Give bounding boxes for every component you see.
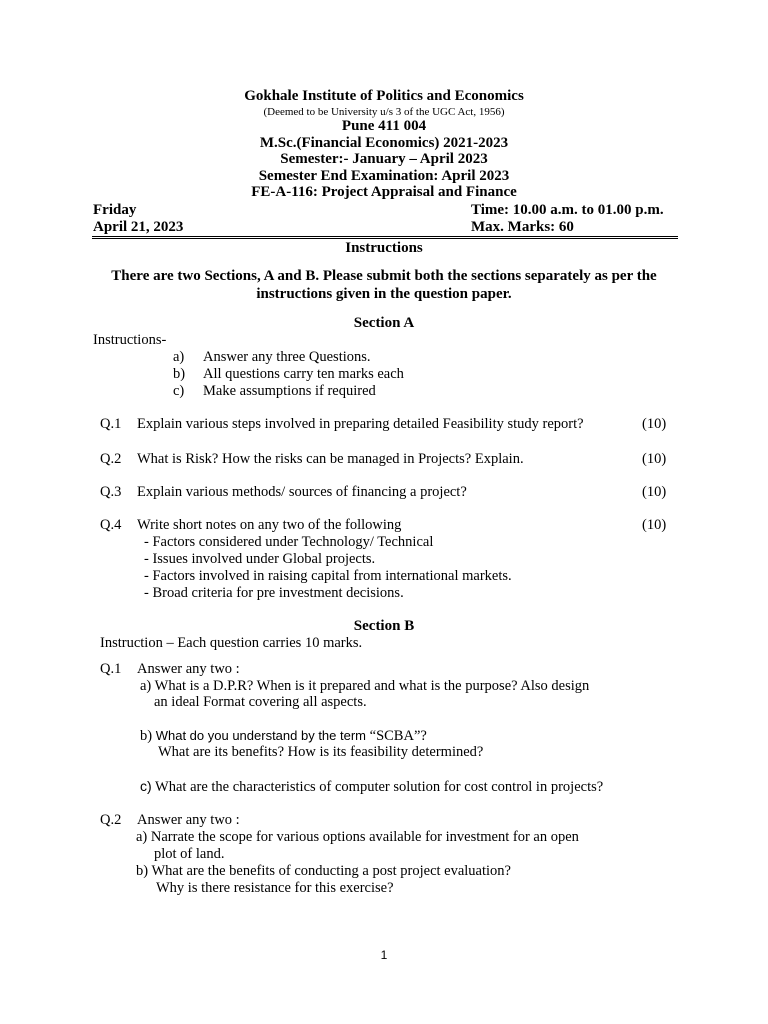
sub-question-c bbox=[140, 778, 603, 796]
sub-question-b-label: b) bbox=[140, 728, 153, 744]
question-number: Q.2 bbox=[100, 812, 122, 828]
sub-question-a-cont: an ideal Format covering all aspects. bbox=[154, 694, 367, 710]
sub-question-b-cont: Why is there resistance for this exercise? bbox=[156, 880, 394, 896]
question-text: Write short notes on any two of the following bbox=[137, 517, 402, 533]
section-a-instructions-label: Instructions- bbox=[93, 332, 167, 348]
question-text: Explain various steps involved in preparing detailed Feasibility study report? bbox=[137, 416, 584, 432]
sub-question-b-cont: What are its benefits? How is its feasibility determined? bbox=[158, 744, 484, 760]
scba-term: “SCBA”? bbox=[369, 728, 427, 744]
short-note-item: - Broad criteria for pre investment decisions. bbox=[144, 585, 404, 601]
question-number: Q.3 bbox=[100, 484, 122, 500]
question-number: Q.1 bbox=[100, 416, 122, 432]
sub-question-b bbox=[140, 728, 427, 745]
question-marks: (10) bbox=[642, 416, 667, 432]
question-text: Explain various methods/ sources of financing a project? bbox=[137, 484, 467, 500]
institute-name: Gokhale Institute of Politics and Economics bbox=[244, 88, 524, 104]
instruction-text: Make assumptions if required bbox=[203, 383, 376, 399]
question-text: What is Risk? How the risks can be managed in Projects? Explain. bbox=[137, 451, 524, 467]
page-number: 1 bbox=[380, 948, 388, 962]
question-text: Answer any two : bbox=[137, 812, 240, 828]
short-note-item: - Factors considered under Technology/ Technical bbox=[144, 534, 434, 550]
question-marks: (10) bbox=[642, 484, 667, 500]
exam-line: Semester End Examination: April 2023 bbox=[258, 168, 510, 184]
general-instruction-line1: There are two Sections, A and B. Please submit both the sections separately as per the bbox=[111, 268, 657, 284]
section-b-instruction: Instruction – Each question carries 10 marks. bbox=[100, 635, 363, 651]
question-number: Q.1 bbox=[100, 661, 122, 677]
short-note-item: - Issues involved under Global projects. bbox=[144, 551, 376, 567]
sub-question-c-text: What are the characteristics of computer solution for cost control in projects? bbox=[155, 779, 604, 795]
instruction-label: b) bbox=[173, 366, 186, 382]
instruction-label: c) bbox=[173, 383, 185, 399]
sub-question-a: a) What is a D.P.R? When is it prepared and what is the purpose? Also design bbox=[140, 678, 590, 694]
max-marks: Max. Marks: 60 bbox=[471, 219, 574, 235]
question-number: Q.2 bbox=[100, 451, 122, 467]
instruction-label: a) bbox=[173, 349, 185, 365]
deemed-university-note: (Deemed to be University u/s 3 of the UGC Act, 1956) bbox=[263, 106, 505, 118]
program-title: M.Sc.(Financial Economics) 2021-2023 bbox=[259, 135, 509, 151]
sub-question-a: a) Narrate the scope for various options available for investment for an open bbox=[136, 829, 579, 845]
question-marks: (10) bbox=[642, 517, 667, 533]
exam-date: April 21, 2023 bbox=[93, 219, 184, 235]
instruction-text: All questions carry ten marks each bbox=[203, 366, 404, 382]
city-pin: Pune 411 004 bbox=[341, 118, 427, 134]
question-marks: (10) bbox=[642, 451, 667, 467]
sub-question-b-text: What do you understand by the term bbox=[155, 728, 367, 743]
sub-question-b: b) What are the benefits of conducting a post project evaluation? bbox=[136, 863, 511, 879]
sub-question-c-label: c) bbox=[140, 778, 152, 794]
short-note-item: - Factors involved in raising capital from international markets. bbox=[144, 568, 512, 584]
semester-line: Semester:- January – April 2023 bbox=[280, 151, 488, 167]
course-line: FE-A-116: Project Appraisal and Finance bbox=[251, 184, 517, 200]
section-b-title: Section B bbox=[353, 618, 415, 634]
exam-day: Friday bbox=[93, 202, 137, 218]
instructions-heading: Instructions bbox=[345, 240, 423, 256]
section-a-title: Section A bbox=[353, 315, 415, 331]
question-number: Q.4 bbox=[100, 517, 122, 533]
instruction-text: Answer any three Questions. bbox=[203, 349, 371, 365]
sub-question-a-cont: plot of land. bbox=[154, 846, 225, 862]
header-divider bbox=[92, 236, 678, 239]
general-instruction-line2: instructions given in the question paper. bbox=[256, 286, 512, 302]
exam-time: Time: 10.00 a.m. to 01.00 p.m. bbox=[471, 202, 664, 218]
question-text: Answer any two : bbox=[137, 661, 240, 677]
